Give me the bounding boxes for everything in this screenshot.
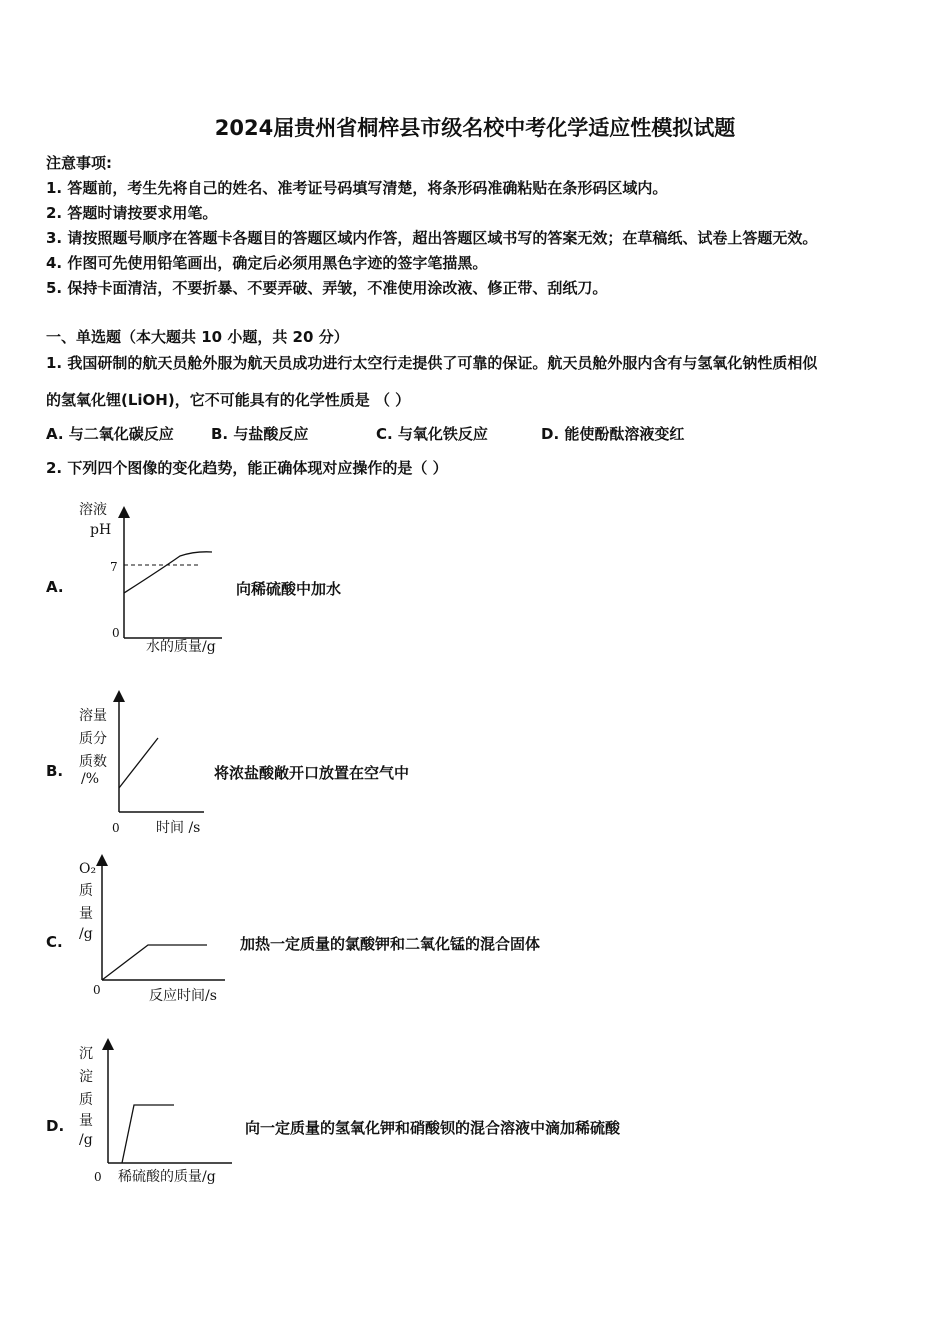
graph-a-tick-7: 7 [110, 560, 118, 574]
graph-a-ylabel: pH [90, 522, 112, 538]
graph-b-origin: 0 [112, 821, 120, 835]
graph-d-ylabel: 质 [79, 1092, 93, 1108]
q2-option-d-desc: 向一定质量的氢氧化钾和硝酸钡的混合溶液中滴加稀硫酸 [245, 1119, 621, 1137]
graph-d-ylabel: /g [79, 1132, 93, 1148]
section-heading: 一、单选题（本大题共 10 小题，共 20 分） [46, 328, 349, 346]
graph-d-line [122, 1105, 174, 1163]
q2-option-a-desc: 向稀硫酸中加水 [236, 580, 342, 598]
graph-a-origin: 0 [112, 626, 120, 640]
graph-c-ylabel: O₂ [79, 861, 97, 877]
q2-option-c-letter: C. [46, 933, 63, 951]
graph-c-xlabel: 反应时间/s [149, 988, 217, 1004]
notice-item: 2. 答题时请按要求用笔。 [46, 204, 218, 222]
graph-d-ylabel: 沉 [79, 1046, 93, 1062]
q1-option-a: A. 与二氧化碳反应 [46, 425, 174, 443]
notice-item: 3. 请按照题号顺序在答题卡各题目的答题区域内作答，超出答题区域书写的答案无效；在草稿纸、试卷上答题无效。 [46, 229, 818, 247]
graph-b-ylabel: 质数 [79, 754, 107, 770]
q1-option-b: B. 与盐酸反应 [211, 425, 309, 443]
graph-b-ylabel: 溶量 [79, 708, 107, 724]
notice-item: 5. 保持卡面清洁，不要折暴、不要弄破、弄皱，不准使用涂改液、修正带、刮纸刀。 [46, 279, 608, 297]
q1-option-c: C. 与氧化铁反应 [376, 425, 488, 443]
notice-item: 4. 作图可先使用铅笔画出，确定后必须用黑色字迹的签字笔描黑。 [46, 254, 488, 272]
graph-c-origin: 0 [93, 983, 101, 997]
graph-a-ylabel: 溶液 [79, 502, 107, 518]
graph-d-xlabel: 稀硫酸的质量/g [118, 1169, 216, 1185]
q1-stem-line2: 的氢氧化锂(LiOH)，它不可能具有的化学性质是 （ ） [46, 391, 411, 409]
page-title: 2024届贵州省桐梓县市级名校中考化学适应性模拟试题 [214, 116, 736, 140]
graph-b-ylabel: /% [81, 771, 100, 787]
graph-d-ylabel: 淀 [79, 1069, 93, 1085]
q2-option-d-letter: D. [46, 1117, 65, 1135]
q1-stem-line1: 1. 我国研制的航天员舱外服为航天员成功进行太空行走提供了可靠的保证。航天员舱外服内含有与氢氧化钠性质相似 [46, 354, 818, 372]
graph-d-ylabel: 量 [79, 1113, 93, 1129]
graph-c-ylabel: 质 [79, 883, 93, 899]
q1-option-d: D. 能使酚酞溶液变红 [541, 425, 685, 443]
graph-c-ylabel: /g [79, 926, 93, 942]
q2-stem: 2. 下列四个图像的变化趋势，能正确体现对应操作的是（ ） [46, 459, 448, 477]
q2-option-c-desc: 加热一定质量的氯酸钾和二氧化锰的混合固体 [240, 935, 541, 953]
notice-heading: 注意事项: [46, 154, 112, 172]
notice-item: 1. 答题前，考生先将自己的姓名、准考证号码填写清楚，将条形码准确粘贴在条形码区域内。 [46, 179, 668, 197]
graph-c-ylabel: 量 [79, 906, 93, 922]
q2-option-b-desc: 将浓盐酸敞开口放置在空气中 [214, 764, 410, 782]
graph-d-origin: 0 [94, 1170, 102, 1184]
graph-b-xlabel: 时间 /s [156, 820, 201, 836]
q2-option-b-letter: B. [46, 762, 64, 780]
graph-a-xlabel: 水的质量/g [146, 639, 216, 655]
q2-option-a-letter: A. [46, 578, 64, 596]
graph-b-ylabel: 质分 [79, 731, 107, 747]
